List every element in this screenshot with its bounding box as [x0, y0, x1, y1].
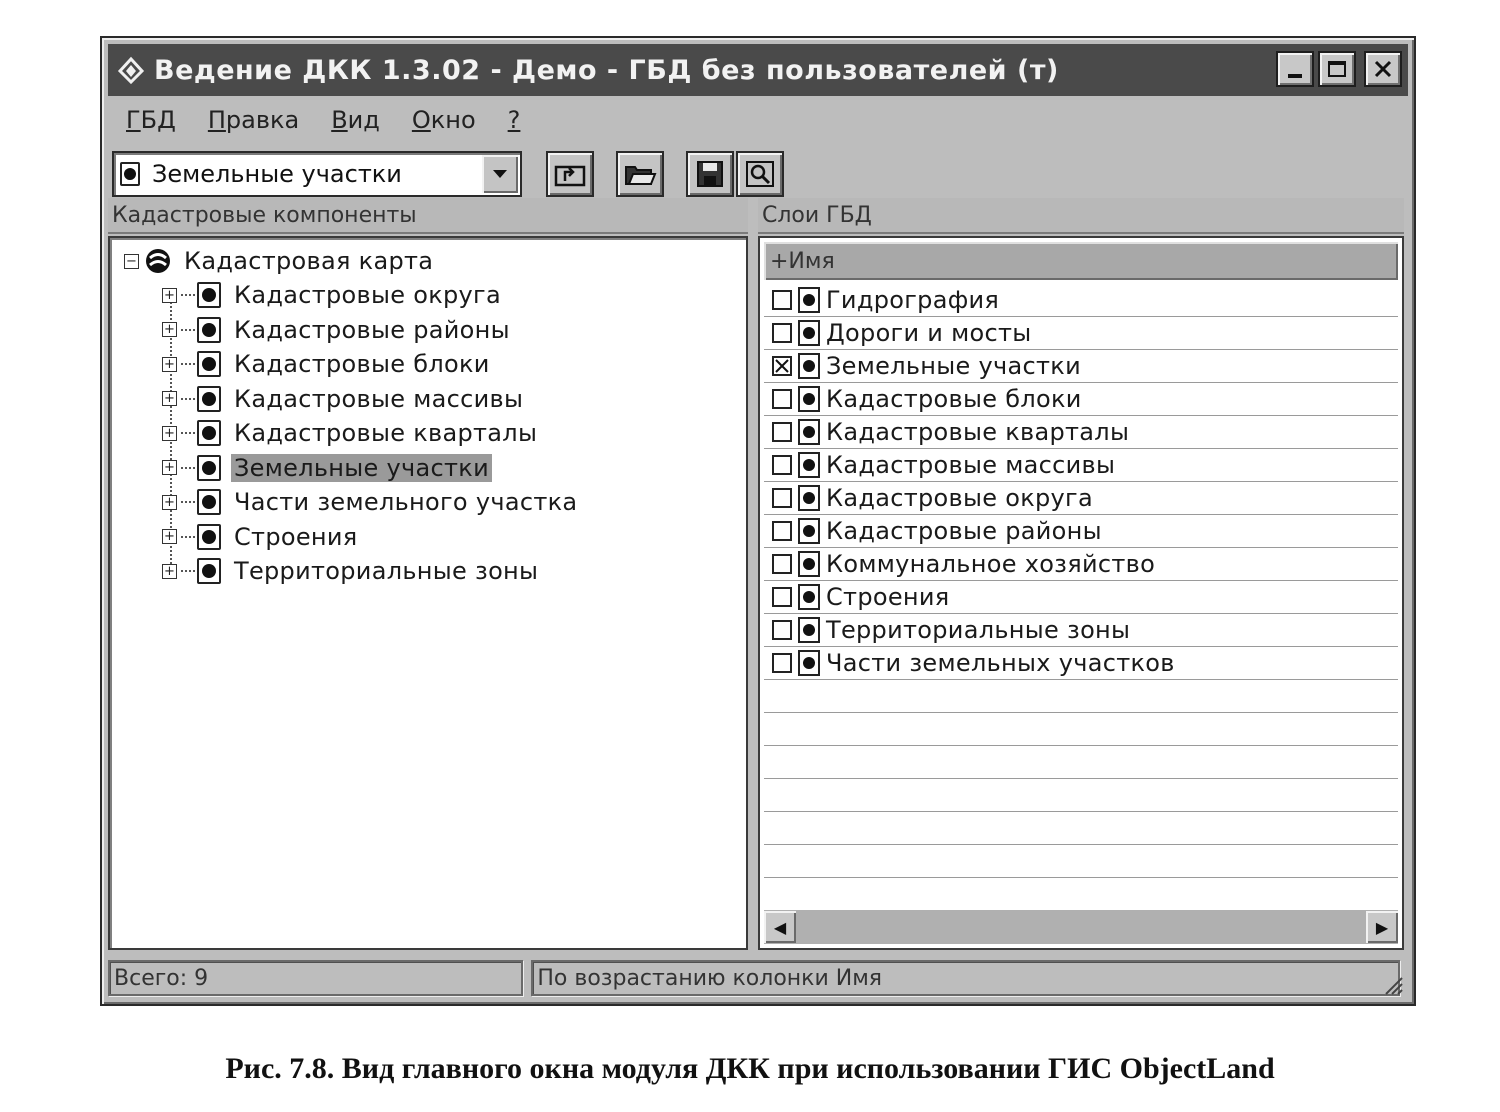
menu-edit[interactable]: Правка	[207, 106, 300, 134]
component-select-value: Земельные участки	[152, 160, 402, 188]
maximize-button[interactable]	[1318, 51, 1356, 87]
open-button[interactable]	[616, 151, 664, 197]
layer-icon	[798, 386, 820, 412]
left-panel-header: Кадастровые компоненты	[108, 198, 748, 234]
component-select[interactable]	[112, 151, 522, 197]
tree-item-label: Кадастровые массивы	[234, 384, 524, 413]
layer-name: Гидрография	[826, 286, 1000, 314]
layer-row[interactable]	[764, 581, 1398, 614]
toolbar	[108, 142, 1408, 206]
title-bar[interactable]	[108, 44, 1408, 96]
tree-item-label: Земельные участки	[231, 454, 492, 482]
layer-icon	[798, 617, 820, 643]
layer-icon	[197, 282, 221, 308]
layer-row[interactable]	[764, 350, 1398, 383]
tree-connector	[181, 570, 195, 572]
layer-checkbox[interactable]	[772, 455, 792, 475]
tree-item[interactable]	[162, 347, 493, 381]
tree-item-label: Строения	[234, 522, 358, 551]
layer-checkbox[interactable]	[772, 356, 792, 376]
arrow-left-icon: ◀	[773, 917, 787, 937]
layer-checkbox[interactable]	[772, 488, 792, 508]
empty-row	[764, 845, 1398, 878]
layer-icon	[120, 162, 140, 186]
save-icon	[696, 160, 724, 188]
tree-item-label: Территориальные зоны	[234, 557, 539, 585]
layer-name: Дороги и мосты	[826, 319, 1032, 347]
layer-name: Кадастровые округа	[826, 484, 1093, 512]
tree-connector	[181, 363, 195, 365]
layer-icon	[798, 551, 820, 577]
folder-up-icon	[553, 159, 587, 189]
layer-row[interactable]	[764, 449, 1398, 482]
menu-window[interactable]: Окно	[411, 106, 476, 134]
window-title: Ведение ДКК 1.3.02 - Демо - ГБД без пользователей (т)	[154, 54, 1059, 86]
layer-name: Земельные участки	[826, 352, 1082, 380]
tree-item[interactable]	[162, 416, 540, 450]
collapse-icon[interactable]: −	[124, 254, 139, 269]
layer-icon	[798, 650, 820, 676]
layer-name: Строения	[826, 583, 950, 611]
tree-connector	[181, 467, 195, 469]
layer-name: Территориальные зоны	[826, 616, 1131, 644]
close-button[interactable]	[1364, 51, 1402, 87]
components-tree[interactable]	[108, 236, 748, 950]
empty-row	[764, 779, 1398, 812]
horizontal-scrollbar[interactable]	[764, 910, 1398, 944]
layer-icon	[197, 317, 221, 343]
empty-row	[764, 812, 1398, 845]
dropdown-button[interactable]	[482, 155, 518, 193]
expand-icon[interactable]: +	[162, 288, 177, 303]
tree-item[interactable]	[162, 520, 361, 554]
tree-connector	[181, 432, 195, 434]
tree-item[interactable]	[162, 451, 492, 485]
layer-icon	[798, 485, 820, 511]
layer-icon	[197, 386, 221, 412]
tree-item[interactable]	[162, 278, 504, 312]
layer-row[interactable]	[764, 284, 1398, 317]
expand-icon[interactable]: +	[162, 564, 177, 579]
tree-item[interactable]	[162, 554, 541, 588]
status-bar	[108, 958, 1408, 998]
layer-name: Кадастровые блоки	[826, 385, 1082, 413]
tree-item-label: Кадастровые районы	[234, 315, 510, 344]
expand-icon[interactable]: +	[162, 529, 177, 544]
menu-help[interactable]: ?	[507, 106, 521, 134]
empty-row	[764, 746, 1398, 779]
layer-row[interactable]	[764, 482, 1398, 515]
close-icon	[1373, 59, 1393, 79]
magnifier-icon	[745, 160, 775, 188]
layer-icon	[197, 351, 221, 377]
expand-icon[interactable]: +	[162, 460, 177, 475]
layer-icon	[197, 455, 221, 481]
tree-root[interactable]	[124, 244, 436, 278]
tree-connector	[181, 294, 195, 296]
layer-icon	[798, 320, 820, 346]
arrow-right-icon: ▶	[1375, 917, 1389, 937]
menu-gbd[interactable]: ГБД	[126, 106, 176, 134]
tree-connector	[181, 329, 195, 331]
layer-checkbox[interactable]	[772, 323, 792, 343]
tree-connector	[181, 398, 195, 400]
layer-name: Кадастровые массивы	[826, 451, 1116, 479]
status-sort: По возрастанию колонки Имя	[531, 960, 1400, 996]
layer-row[interactable]	[764, 614, 1398, 647]
layer-checkbox[interactable]	[772, 653, 792, 673]
tree-item-label: Кадастровые кварталы	[234, 419, 538, 447]
status-count: Всего: 9	[108, 960, 523, 996]
layer-checkbox[interactable]	[772, 554, 792, 574]
tree-item[interactable]	[162, 382, 526, 416]
save-button[interactable]	[686, 151, 734, 197]
layer-name: Коммунальное хозяйство	[826, 550, 1156, 578]
tree-connector	[181, 536, 195, 538]
map-icon	[143, 246, 173, 276]
resize-grip-icon[interactable]	[1380, 972, 1404, 996]
layer-checkbox[interactable]	[772, 389, 792, 409]
tree-item[interactable]	[162, 485, 580, 519]
layer-name: Кадастровые районы	[826, 517, 1102, 545]
right-panel-header: Слои ГБД	[758, 198, 1404, 234]
layer-icon	[197, 524, 221, 550]
layer-icon	[798, 584, 820, 610]
minimize-icon	[1288, 74, 1302, 78]
menu-bar	[108, 100, 1408, 140]
figure-caption: Рис. 7.8. Вид главного окна модуля ДКК при использовании ГИС ObjectLand	[225, 1052, 1275, 1085]
layer-checkbox[interactable]	[772, 587, 792, 607]
tree-root-label: Кадастровая карта	[184, 247, 434, 275]
scroll-right-button[interactable]	[1366, 911, 1398, 943]
layer-icon	[798, 287, 820, 313]
layer-icon	[197, 558, 221, 584]
layer-checkbox[interactable]	[772, 521, 792, 541]
layer-row[interactable]	[764, 548, 1398, 581]
layers-list[interactable]	[758, 236, 1404, 950]
layer-row[interactable]	[764, 647, 1398, 680]
menu-view[interactable]: Вид	[331, 106, 380, 134]
column-header-name[interactable]: +Имя	[764, 242, 1398, 280]
layer-checkbox[interactable]	[772, 422, 792, 442]
layer-icon	[798, 518, 820, 544]
scroll-left-button[interactable]	[764, 911, 796, 943]
chevron-down-icon	[492, 169, 508, 179]
layer-row[interactable]	[764, 515, 1398, 548]
layer-icon	[798, 353, 820, 379]
empty-row	[764, 680, 1398, 713]
tree-item-label: Части земельного участка	[234, 488, 578, 516]
layer-name: Кадастровые кварталы	[826, 418, 1130, 446]
layer-icon	[798, 452, 820, 478]
tree-item-label: Кадастровые округа	[234, 281, 501, 309]
open-folder-icon	[623, 159, 657, 189]
expand-icon[interactable]: +	[162, 357, 177, 372]
expand-icon[interactable]: +	[162, 391, 177, 406]
app-icon	[114, 53, 148, 87]
main-window	[100, 36, 1416, 1006]
up-level-button[interactable]	[546, 151, 594, 197]
tree-item[interactable]	[162, 313, 513, 347]
layer-checkbox[interactable]	[772, 290, 792, 310]
layer-checkbox[interactable]	[772, 620, 792, 640]
maximize-icon	[1328, 61, 1346, 77]
expand-icon[interactable]: +	[162, 322, 177, 337]
layer-icon	[197, 489, 221, 515]
tree-connector	[181, 501, 195, 503]
checkmark-x-icon	[775, 359, 789, 373]
layer-name: Части земельных участков	[826, 649, 1175, 677]
expand-icon[interactable]: +	[162, 426, 177, 441]
layer-icon	[798, 419, 820, 445]
layer-row[interactable]	[764, 317, 1398, 350]
empty-row	[764, 713, 1398, 746]
expand-icon[interactable]: +	[162, 495, 177, 510]
layer-icon	[197, 420, 221, 446]
layer-row[interactable]	[764, 383, 1398, 416]
layer-row[interactable]	[764, 416, 1398, 449]
minimize-button[interactable]	[1276, 51, 1314, 87]
preview-button[interactable]	[736, 151, 784, 197]
tree-item-label: Кадастровые блоки	[234, 350, 490, 378]
